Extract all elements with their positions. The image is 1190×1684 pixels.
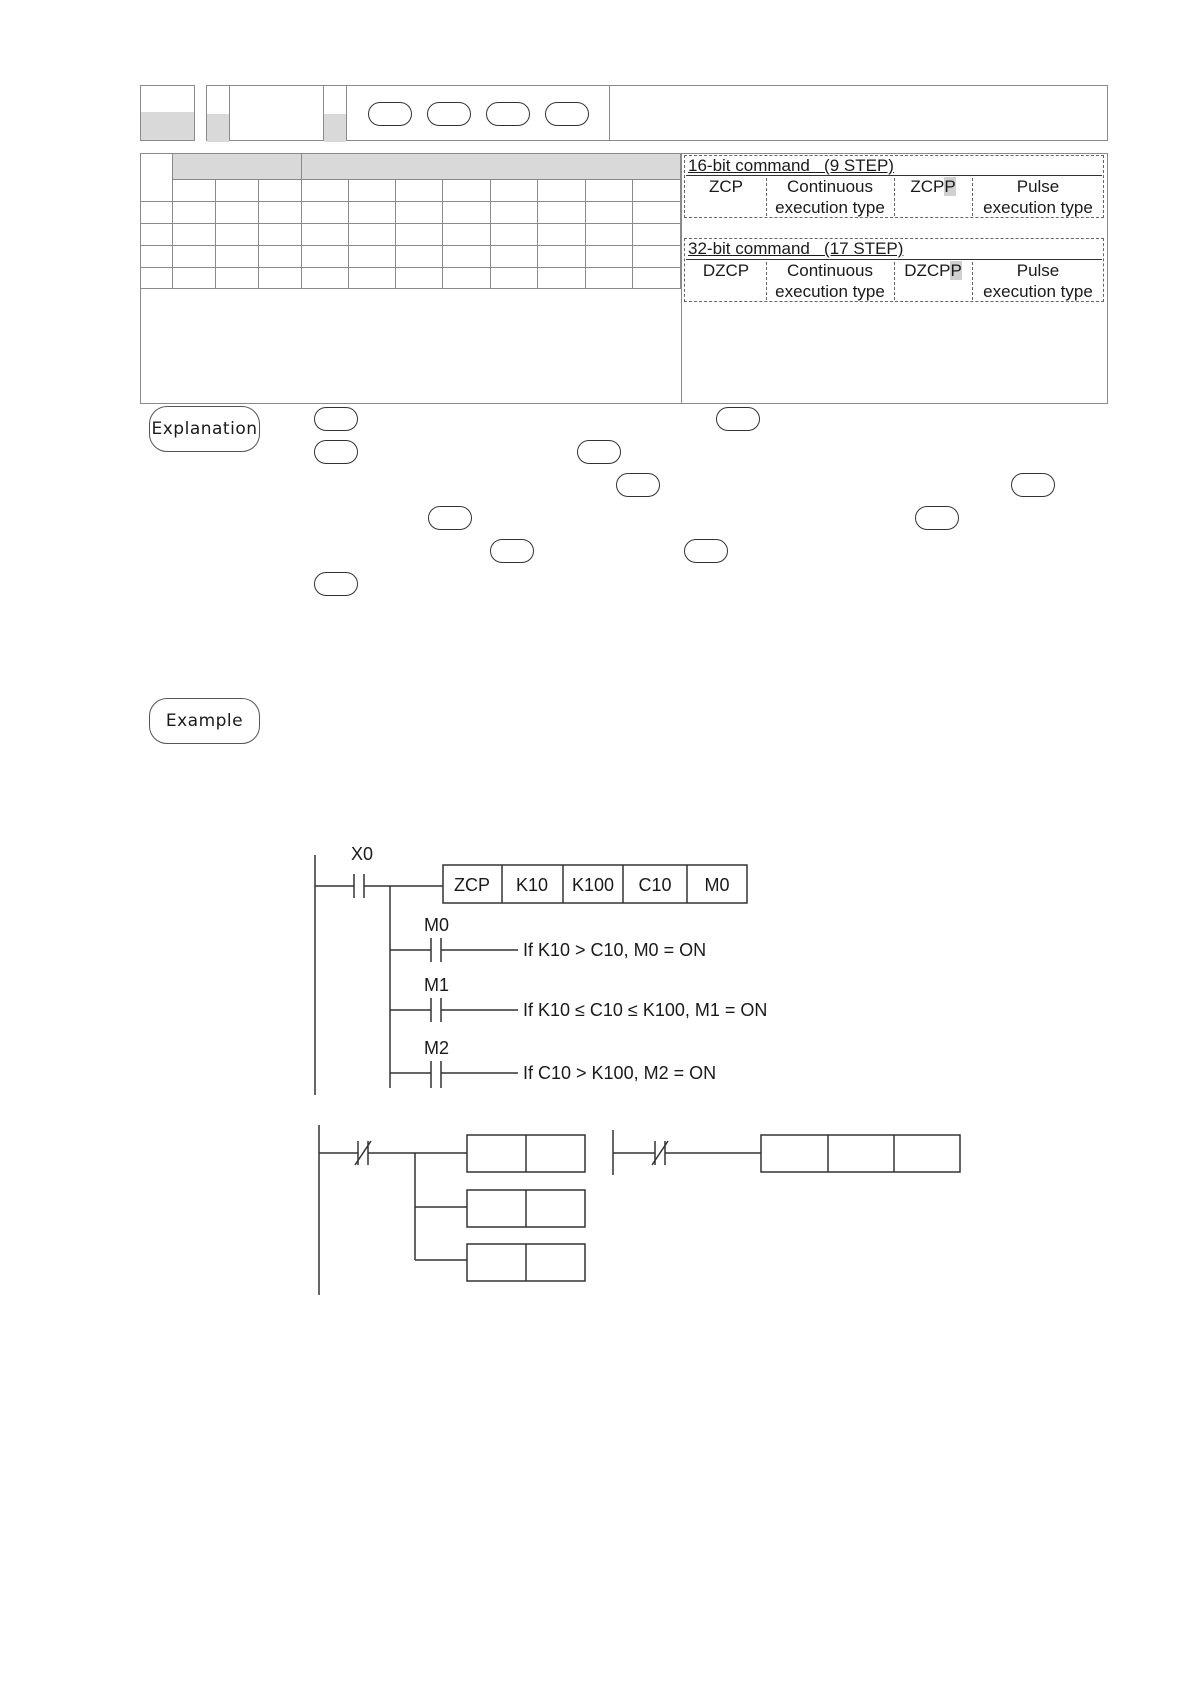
cmd16-continuous-line1: Continuous [786,177,873,196]
cmd32-pulse [972,260,1104,302]
instr-op-4: C10 [638,875,672,895]
explanation-label: Explanation [149,406,260,452]
explanation-pill-7 [428,506,472,530]
instr-op-1: ZCP [454,875,490,895]
explanation-pill-6 [1011,473,1055,497]
operand-pill-1 [368,102,412,126]
explanation-pill-10 [684,539,728,563]
instr-op-5: M0 [704,875,730,895]
cmd16-pulse [972,176,1104,218]
cmd16-pulse-suffix: P [944,177,956,196]
cmd32-continuous [766,260,894,302]
coil-m1-label: M1 [424,975,450,995]
cmd16-continuous [766,176,894,218]
header-code-box [140,85,195,141]
coil-m2-label: M2 [424,1038,450,1058]
explanation-pill-5 [616,473,660,497]
header-operand-divider [346,86,347,140]
operand-pill-2 [427,102,471,126]
explanation-pill-2 [716,407,760,431]
main-info-divider [681,153,682,404]
coil-m0-label: M0 [424,915,450,935]
instr-op-3: K100 [571,875,615,895]
ladder-diagram-reset [300,1120,980,1300]
cmd16-pulse-mnemonic [894,176,972,197]
rung-m0-text: If K10 > C10, M0 = ON [523,940,707,960]
cmd32-pulse-line1: Pulse [1016,261,1060,280]
ladder-diagram-main [300,840,840,1100]
cmd32-pulse-suffix: P [950,261,962,280]
explanation-pill-8 [915,506,959,530]
cmd32-pulse-mnemonic [894,260,972,281]
header-operand-shade [324,114,346,142]
cmd32-pulse-base: DZCP [904,261,951,280]
explanation-pill-11 [314,572,358,596]
cmd16-pulse-line2: execution type [983,198,1093,217]
rung-m2-text: If C10 > K100, M2 = ON [523,1063,717,1083]
cmd32-continuous-line1: Continuous [786,261,873,280]
cmd32-pulse-line2: execution type [983,282,1093,301]
operand-device-grid [140,153,681,289]
cmd16-title: 16-bit command (9 STEP) [688,156,894,175]
contact-x0-label: X0 [351,844,374,864]
cmd32-continuous-line2: execution type [775,282,885,301]
explanation-pill-4 [577,440,621,464]
header-code-shade [141,112,194,140]
cmd32-title: 32-bit command (17 STEP) [688,239,904,258]
cmd16-pulse-base: ZCP [910,177,945,196]
reset-box-4 [761,1135,960,1172]
explanation-pill-1 [314,407,358,431]
header-function-box [609,85,1108,141]
rung-m1-text: If K10 ≤ C10 ≤ K100, M1 = ON [523,1000,768,1020]
operand-pill-4 [545,102,589,126]
header-api-box [206,85,324,141]
cmd16-mnemonic: ZCP [709,177,743,196]
explanation-pill-9 [490,539,534,563]
cmd32-mnemonic: DZCP [702,261,750,280]
cmd16-pulse-line1: Pulse [1016,177,1060,196]
header-api-divider [229,86,230,140]
explanation-pill-3 [314,440,358,464]
example-label: Example [149,698,260,744]
operand-pill-3 [486,102,530,126]
instr-op-2: K10 [515,875,549,895]
header-api-shade [207,114,229,142]
cmd16-continuous-line2: execution type [775,198,885,217]
